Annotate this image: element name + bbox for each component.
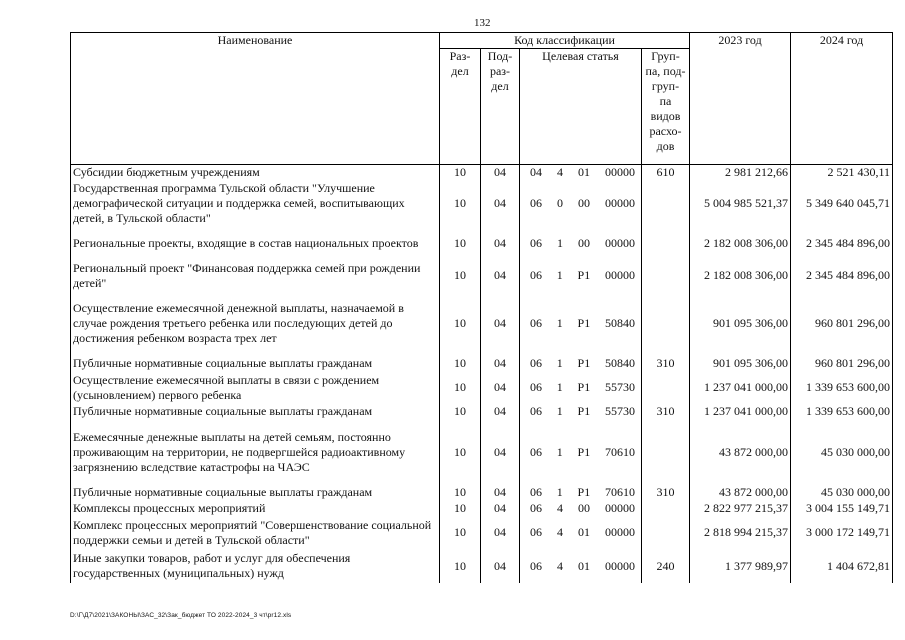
row-2024: 3 004 155 149,71 [791, 501, 893, 516]
table-row [71, 292, 893, 355]
row-razdel: 10 [440, 484, 481, 501]
row-target: 06 1 P1 55730 [520, 403, 642, 420]
row-2024: 3 000 172 149,71 [791, 516, 893, 549]
row-2023: 2 818 994 215,37 [690, 516, 791, 549]
row-podrazdel: 04 [481, 420, 520, 484]
row-group [642, 259, 690, 292]
row-2024: 2 345 484 896,00 [791, 259, 893, 292]
table-row [71, 355, 893, 372]
row-2024: 2 345 484 896,00 [791, 227, 893, 259]
row-target: 06 4 01 00000 [520, 516, 642, 549]
row-podrazdel: 04 [481, 259, 520, 292]
row-name: Публичные нормативные социальные выплаты гражданам [71, 403, 440, 420]
row-group [642, 516, 690, 549]
table-row [71, 372, 893, 403]
row-name: Осуществление ежемесячной денежной выплаты, назначаемой в случае рождения третьего ребенка или последующих детей до достижения ребенком возраста трех лет [71, 292, 440, 355]
row-2024: 2 521 430,11 [791, 165, 893, 181]
row-2023: 2 182 008 306,00 [690, 227, 791, 259]
row-name: Региональные проекты, входящие в состав национальных проектов [71, 227, 440, 259]
row-2023: 43 872 000,00 [690, 420, 791, 484]
row-podrazdel: 04 [481, 180, 520, 227]
column-header-razdel: Раз- дел [440, 49, 481, 165]
table-row [71, 180, 893, 227]
row-name: Публичные нормативные социальные выплаты гражданам [71, 484, 440, 501]
row-podrazdel: 04 [481, 516, 520, 549]
row-target: 06 0 00 00000 [520, 180, 642, 227]
row-razdel: 10 [440, 165, 481, 181]
row-group: 310 [642, 403, 690, 420]
table-row [71, 420, 893, 484]
table-row [71, 516, 893, 549]
row-name: Государственная программа Тульской области "Улучшение демографической ситуации и поддержка семей, воспитывающих детей, в Тульской области" [71, 180, 440, 227]
row-razdel: 10 [440, 403, 481, 420]
row-2024: 1 339 653 600,00 [791, 403, 893, 420]
column-header-code-group: Код классификации [440, 33, 690, 49]
row-2023: 2 822 977 215,37 [690, 501, 791, 516]
table-row [71, 549, 893, 583]
row-podrazdel: 04 [481, 403, 520, 420]
table-row [71, 227, 893, 259]
row-razdel: 10 [440, 420, 481, 484]
row-2023: 1 377 989,97 [690, 549, 791, 583]
column-header-2024: 2024 год [791, 33, 893, 165]
row-target: 06 1 P1 70610 [520, 484, 642, 501]
row-group: 610 [642, 165, 690, 181]
table-row [71, 501, 893, 516]
table-row [71, 403, 893, 420]
row-2024: 45 030 000,00 [791, 420, 893, 484]
row-razdel: 10 [440, 227, 481, 259]
row-2023: 2 981 212,66 [690, 165, 791, 181]
row-target: 04 4 01 00000 [520, 165, 642, 181]
row-group [642, 420, 690, 484]
column-header-group: Груп- па, под- груп- па видов расхо- дов [642, 49, 690, 165]
column-header-2023: 2023 год [690, 33, 791, 165]
file-path-footer: D:\Г\Д7\2021\ЗАКОНЫ\ЗАС_32\Зак_бюджет ТО 2022-2024_3 чт\pr12.xls [70, 612, 292, 619]
row-target: 06 1 P1 70610 [520, 420, 642, 484]
row-group [642, 372, 690, 403]
row-2024: 1 339 653 600,00 [791, 372, 893, 403]
row-podrazdel: 04 [481, 292, 520, 355]
row-2023: 901 095 306,00 [690, 355, 791, 372]
row-name: Публичные нормативные социальные выплаты гражданам [71, 355, 440, 372]
row-podrazdel: 04 [481, 372, 520, 403]
row-group [642, 292, 690, 355]
row-group: 240 [642, 549, 690, 583]
row-podrazdel: 04 [481, 165, 520, 181]
column-header-podrazdel: Под- раз- дел [481, 49, 520, 165]
table-row [71, 484, 893, 501]
row-target: 06 1 P1 55730 [520, 372, 642, 403]
row-2024: 960 801 296,00 [791, 292, 893, 355]
row-name: Осуществление ежемесячной выплаты в связи с рождением (усыновлением) первого ребенка [71, 372, 440, 403]
row-razdel: 10 [440, 292, 481, 355]
row-target: 06 1 00 00000 [520, 227, 642, 259]
page-number: 132 [474, 17, 491, 29]
column-header-target: Целевая статья [520, 49, 642, 165]
row-podrazdel: 04 [481, 227, 520, 259]
row-podrazdel: 04 [481, 355, 520, 372]
column-header-name: Наименование [71, 33, 440, 165]
row-2024: 45 030 000,00 [791, 484, 893, 501]
row-target: 06 4 01 00000 [520, 549, 642, 583]
row-razdel: 10 [440, 259, 481, 292]
row-name: Комплексы процессных мероприятий [71, 501, 440, 516]
row-podrazdel: 04 [481, 549, 520, 583]
row-group [642, 501, 690, 516]
row-razdel: 10 [440, 516, 481, 549]
row-group: 310 [642, 484, 690, 501]
row-2023: 2 182 008 306,00 [690, 259, 791, 292]
row-name: Региональный проект "Финансовая поддержка семей при рождении детей" [71, 259, 440, 292]
row-2023: 1 237 041 000,00 [690, 372, 791, 403]
row-2024: 1 404 672,81 [791, 549, 893, 583]
row-name: Субсидии бюджетным учреждениям [71, 165, 440, 181]
row-name: Комплекс процессных мероприятий "Совершенствование социальной поддержки семьи и детей в Тульской области" [71, 516, 440, 549]
row-target: 06 4 00 00000 [520, 501, 642, 516]
row-name: Ежемесячные денежные выплаты на детей семьям, постоянно проживающим на территории, не подвергшейся радиоактивному загрязнению вследствие катастрофы на ЧАЭС [71, 420, 440, 484]
budget-table [70, 32, 893, 583]
row-target: 06 1 P1 00000 [520, 259, 642, 292]
row-name: Иные закупки товаров, работ и услуг для обеспечения государственных (муниципальных) нужд [71, 549, 440, 583]
row-podrazdel: 04 [481, 484, 520, 501]
row-podrazdel: 04 [481, 501, 520, 516]
row-razdel: 10 [440, 372, 481, 403]
row-2023: 1 237 041 000,00 [690, 403, 791, 420]
row-2023: 5 004 985 521,37 [690, 180, 791, 227]
row-razdel: 10 [440, 501, 481, 516]
row-2023: 43 872 000,00 [690, 484, 791, 501]
row-2024: 960 801 296,00 [791, 355, 893, 372]
table-row [71, 259, 893, 292]
row-group: 310 [642, 355, 690, 372]
row-group [642, 180, 690, 227]
row-target: 06 1 P1 50840 [520, 292, 642, 355]
row-razdel: 10 [440, 180, 481, 227]
row-2024: 5 349 640 045,71 [791, 180, 893, 227]
row-2023: 901 095 306,00 [690, 292, 791, 355]
row-razdel: 10 [440, 355, 481, 372]
row-razdel: 10 [440, 549, 481, 583]
table-row [71, 165, 893, 181]
row-target: 06 1 P1 50840 [520, 355, 642, 372]
row-group [642, 227, 690, 259]
